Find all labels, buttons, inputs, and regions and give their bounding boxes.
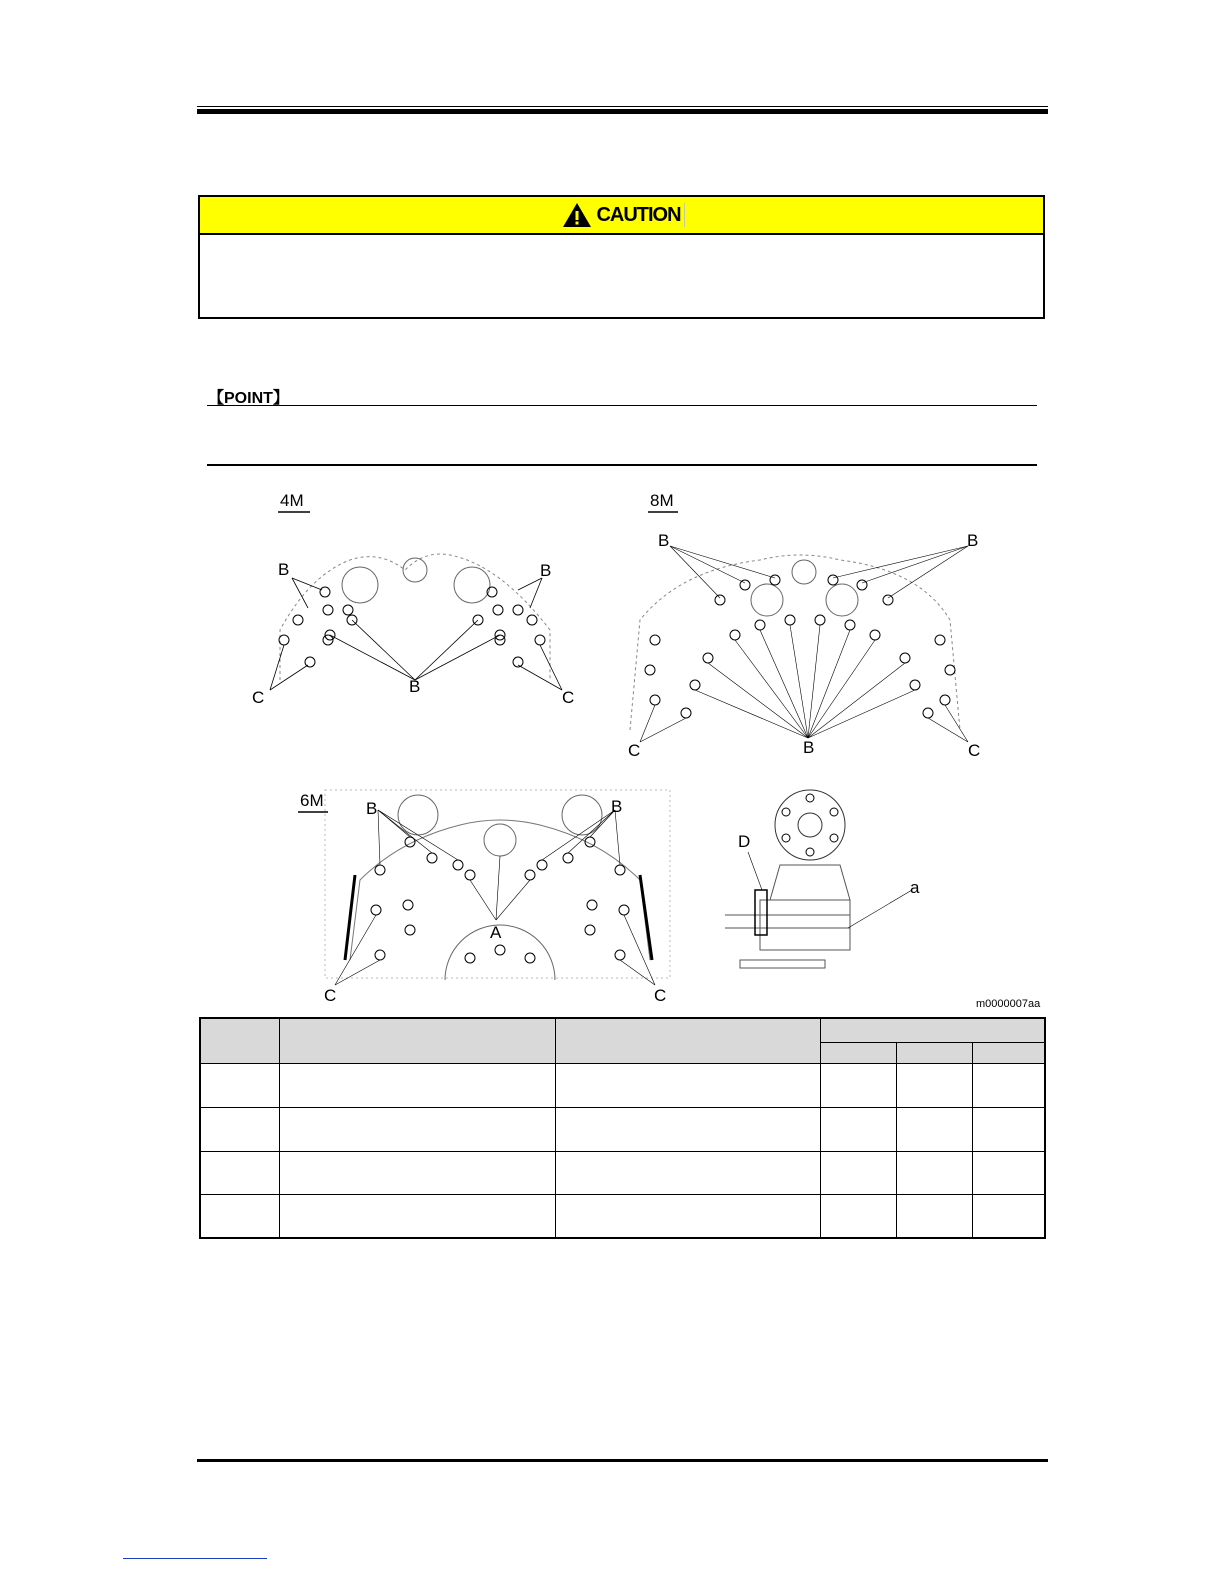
table-cell	[200, 1107, 280, 1151]
table-header-cell	[897, 1042, 973, 1063]
header-rule-thick	[197, 109, 1048, 114]
panel-8m	[628, 491, 980, 760]
table-row	[200, 1194, 1045, 1238]
table-cell	[897, 1151, 973, 1194]
caution-separator	[684, 203, 685, 227]
label-b-4m-bottom: B	[409, 677, 421, 696]
leaders-8m	[640, 546, 968, 742]
shaft-circle-1-8m	[751, 584, 783, 616]
figure-code: m0000007aa	[976, 998, 1041, 1010]
table-row	[200, 1063, 1045, 1107]
table-cell	[821, 1063, 897, 1107]
table-cell	[897, 1107, 973, 1151]
side-body-upper	[770, 865, 850, 900]
point-rule-bottom	[207, 464, 1037, 466]
warning-triangle-icon	[562, 202, 592, 228]
panel-side-detail	[725, 790, 920, 968]
table-cell	[556, 1107, 821, 1151]
bolts-4m	[279, 587, 545, 667]
table-cell	[280, 1063, 556, 1107]
figure-svg	[200, 480, 1050, 1015]
housing-outline-4m	[280, 554, 550, 680]
label-c-6m-left: C	[324, 986, 337, 1005]
leader-d	[748, 852, 762, 890]
table-cell	[973, 1107, 1046, 1151]
label-d: D	[738, 832, 751, 851]
shaft-circle-3-6m	[484, 824, 516, 856]
table-cell	[821, 1151, 897, 1194]
panel-4m	[252, 491, 574, 707]
label-b-6m-left: B	[366, 799, 378, 818]
shaft-circle-2-6m	[562, 795, 602, 835]
label-c-4m-left: C	[252, 688, 265, 707]
label-b-8m-right: B	[967, 531, 979, 550]
shaft-circle-3-8m	[792, 560, 816, 584]
label-b-4m-left: B	[278, 560, 290, 579]
point-title: 【POINT】	[208, 390, 289, 407]
label-b-6m-right: B	[611, 797, 623, 816]
label-c-4m-right: C	[562, 688, 575, 707]
label-c-8m-right: C	[968, 741, 981, 760]
table-cell	[556, 1151, 821, 1194]
footer-rule	[197, 1459, 1048, 1462]
header-rule-thin	[197, 106, 1048, 107]
caution-header	[200, 197, 1043, 235]
label-a-6m: A	[490, 923, 502, 942]
label-c-8m-left: C	[628, 741, 641, 760]
bolts-8m	[645, 575, 955, 718]
table-cell	[556, 1194, 821, 1238]
leader-small-a	[848, 890, 912, 928]
table-header-cell	[821, 1042, 897, 1063]
table-cell	[821, 1194, 897, 1238]
table-cell	[897, 1194, 973, 1238]
label-b-4m-right: B	[540, 561, 552, 580]
table-header-cell	[556, 1018, 821, 1063]
shaft-circle-left-4m	[342, 567, 378, 603]
table-header-cell	[280, 1018, 556, 1063]
table-header-cell	[973, 1042, 1046, 1063]
housing-outline-8m	[630, 555, 960, 730]
table-row	[200, 1151, 1045, 1194]
footnote-link-underline	[123, 1558, 267, 1559]
table-row	[200, 1107, 1045, 1151]
side-flange-hub	[798, 813, 822, 837]
panel-6m	[298, 790, 670, 1005]
label-6m: 6M	[300, 791, 324, 810]
caution-box	[198, 195, 1045, 319]
table-cell	[200, 1194, 280, 1238]
table-cell	[821, 1107, 897, 1151]
table-cell	[973, 1063, 1046, 1107]
table-cell	[280, 1194, 556, 1238]
leaders-4m	[270, 578, 562, 690]
flange-right-6m	[640, 875, 652, 960]
shaft-circle-right-4m	[454, 567, 490, 603]
side-base	[740, 960, 825, 968]
shaft-circle-1-6m	[398, 795, 438, 835]
label-4m: 4M	[280, 491, 304, 510]
point-rule-top	[207, 405, 1037, 406]
table-cell	[897, 1063, 973, 1107]
spec-table	[199, 1017, 1046, 1239]
shaft-circle-2-8m	[826, 584, 858, 616]
table-header-cell	[200, 1018, 280, 1063]
side-flange-bolts	[782, 794, 838, 856]
table-header-row-1	[200, 1018, 1045, 1042]
label-c-6m-right: C	[654, 986, 667, 1005]
table-header-cell	[821, 1018, 1046, 1042]
label-small-a: a	[910, 878, 920, 897]
caution-label: CAUTION	[596, 203, 681, 226]
table-cell	[280, 1107, 556, 1151]
bolt-tightening-figure	[200, 480, 1050, 1015]
table-cell	[280, 1151, 556, 1194]
table-cell	[973, 1151, 1046, 1194]
table-cell	[200, 1151, 280, 1194]
label-8m: 8M	[650, 491, 674, 510]
table-cell	[556, 1063, 821, 1107]
side-body-lower	[760, 900, 850, 950]
flange-left-6m	[345, 875, 355, 960]
table-cell	[973, 1194, 1046, 1238]
label-b-8m-bottom: B	[803, 738, 815, 757]
table-cell	[200, 1063, 280, 1107]
label-b-8m-left: B	[658, 531, 670, 550]
side-flange-circle	[775, 790, 845, 860]
